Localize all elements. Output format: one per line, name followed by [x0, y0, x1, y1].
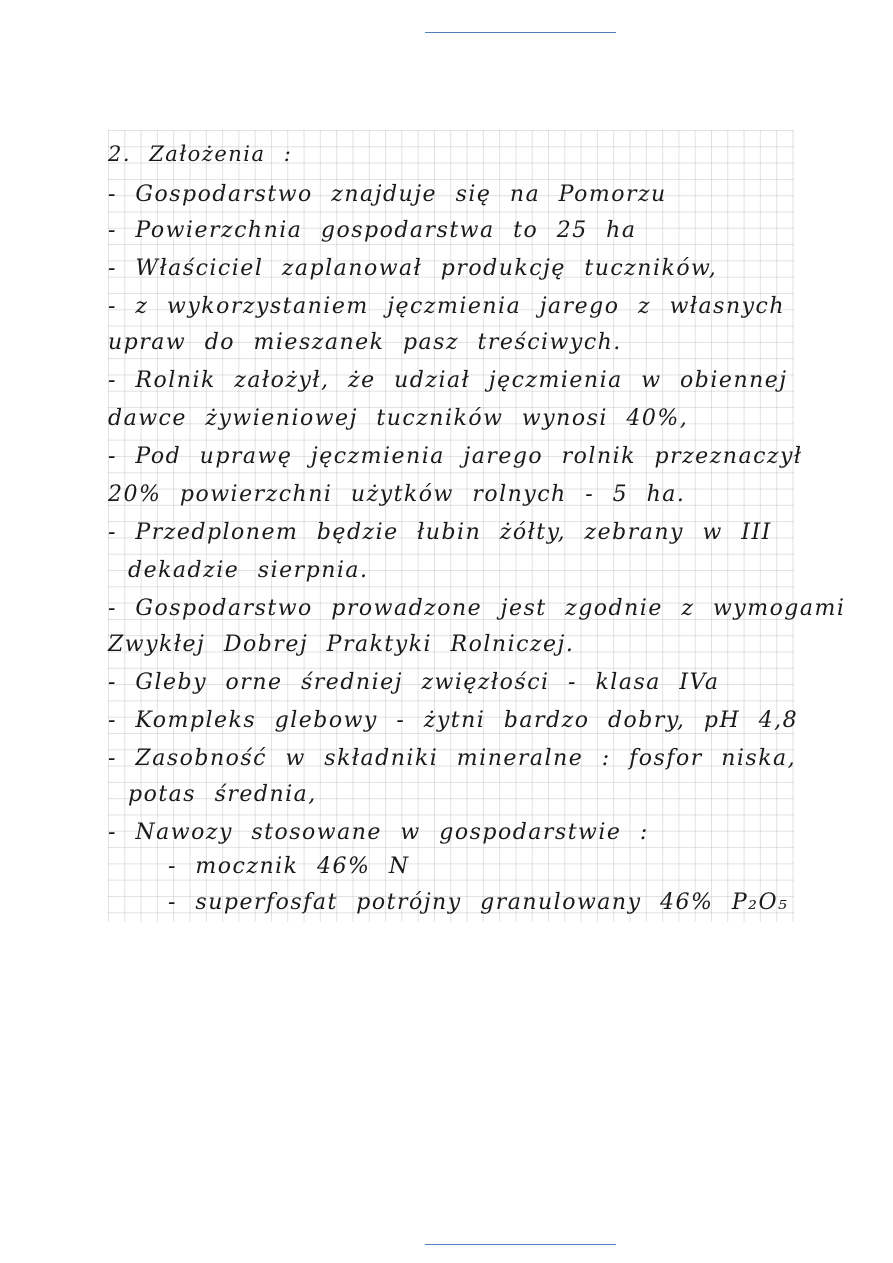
note-line-forecrop-cont: dekadzie sierpnia.	[128, 558, 369, 583]
note-line-practice: - Gospodarstwo prowadzone jest zgodnie z wymogami	[108, 596, 846, 621]
note-line-nutrients: - Zasobność w składniki mineralne : fosfor niska,	[108, 746, 797, 771]
section-heading: 2. Założenia :	[108, 142, 293, 166]
note-line-urea: - mocznik 46% N	[168, 854, 410, 879]
note-line-share-cont: dawce żywieniowej tuczników wynosi 40%,	[108, 406, 689, 431]
note-line-share: - Rolnik założył, że udział jęczmienia w obiennej	[108, 368, 788, 393]
note-line-location: - Gospodarstwo znajduje się na Pomorzu	[108, 182, 667, 207]
note-line-soil: - Gleby orne średniej zwięzłości - klasa IVa	[108, 670, 720, 695]
note-line-production: - Właściciel zaplanował produkcję tuczników,	[108, 256, 718, 281]
note-line-forecrop: - Przedplonem będzie łubin żółty, zebrany w III	[108, 520, 772, 545]
note-line-nutrients-cont: potas średnia,	[128, 782, 317, 807]
note-line-area-allot: - Pod uprawę jęczmienia jarego rolnik przeznaczył	[108, 444, 803, 469]
note-line-complex: - Kompleks glebowy - żytni bardzo dobry, pH 4,8	[108, 708, 799, 733]
note-line-area-allot-cont: 20% powierzchni użytków rolnych - 5 ha.	[108, 482, 686, 507]
note-line-barley: - z wykorzystaniem jęczmienia jarego z własnych	[108, 294, 786, 319]
note-line-fertilizers: - Nawozy stosowane w gospodarstwie :	[108, 820, 649, 845]
header-rule	[425, 32, 616, 33]
footer-rule	[425, 1244, 616, 1245]
note-line-feed: upraw do mieszanek pasz treściwych.	[108, 330, 622, 355]
note-line-superphosphate: - superfosfat potrójny granulowany 46% P₂O₅	[168, 890, 789, 915]
note-line-area: - Powierzchnia gospodarstwa to 25 ha	[108, 218, 637, 243]
handwritten-notes	[108, 130, 846, 922]
note-line-practice-cont: Zwykłej Dobrej Praktyki Rolniczej.	[108, 632, 575, 657]
